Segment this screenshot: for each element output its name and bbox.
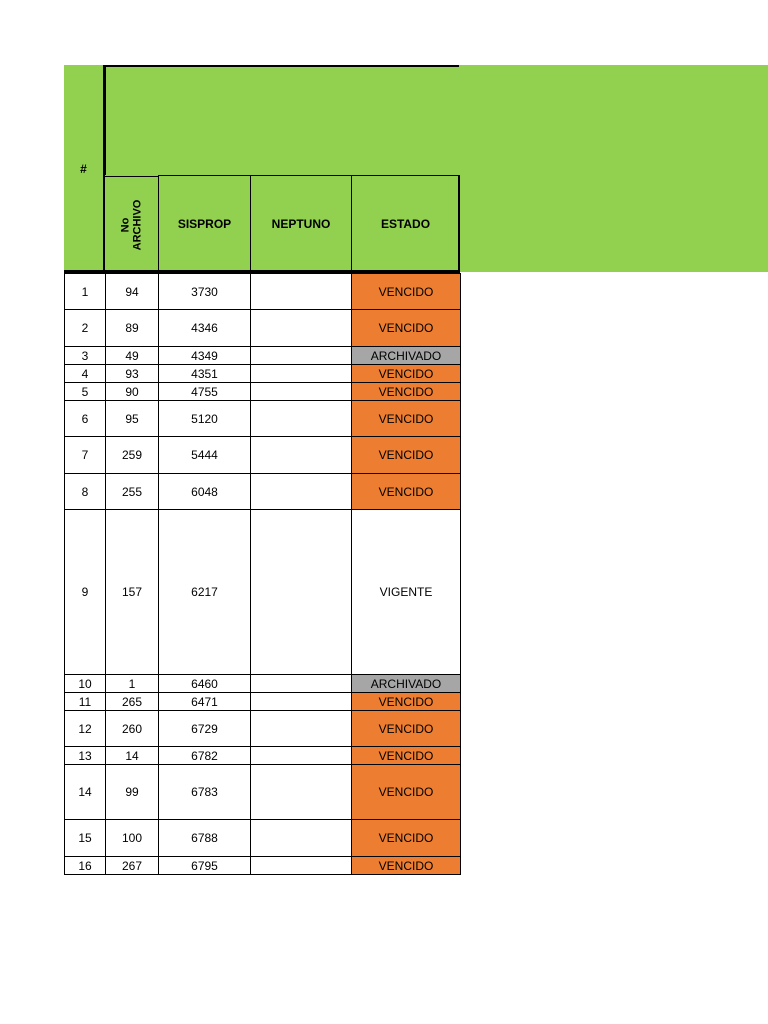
cell-sisprop: 6460 <box>159 675 251 693</box>
cell-number: 13 <box>65 747 106 765</box>
cell-neptuno <box>251 675 352 693</box>
cell-neptuno <box>251 401 352 437</box>
cell-sisprop: 4346 <box>159 310 251 347</box>
table-row <box>65 310 461 347</box>
cell-estado: VENCIDO <box>352 765 461 820</box>
cell-estado: VENCIDO <box>352 437 461 474</box>
cell-estado: VENCIDO <box>352 474 461 510</box>
cell-no-archivo: 90 <box>106 383 159 401</box>
cell-sisprop: 4755 <box>159 383 251 401</box>
cell-estado: VENCIDO <box>352 711 461 747</box>
cell-neptuno <box>251 437 352 474</box>
cell-neptuno <box>251 383 352 401</box>
cell-number: 2 <box>65 310 106 347</box>
column-header-no-archivo <box>105 176 158 272</box>
cell-estado: VENCIDO <box>352 383 461 401</box>
records-table <box>64 273 461 875</box>
table-row <box>65 693 461 711</box>
cell-no-archivo: 1 <box>106 675 159 693</box>
cell-number: 3 <box>65 347 106 365</box>
cell-neptuno <box>251 747 352 765</box>
cell-neptuno <box>251 510 352 675</box>
cell-no-archivo: 259 <box>106 437 159 474</box>
table-row <box>65 820 461 857</box>
table-row <box>65 474 461 510</box>
cell-number: 8 <box>65 474 106 510</box>
cell-number: 4 <box>65 365 106 383</box>
cell-sisprop: 6795 <box>159 857 251 875</box>
cell-sisprop: 4351 <box>159 365 251 383</box>
cell-no-archivo: 49 <box>106 347 159 365</box>
cell-estado: VENCIDO <box>352 747 461 765</box>
cell-sisprop: 6217 <box>159 510 251 675</box>
cell-number: 9 <box>65 510 106 675</box>
table-row <box>65 675 461 693</box>
column-header-number <box>64 65 105 272</box>
no-archivo-line2: ARCHIVO <box>131 199 144 250</box>
column-header-sisprop <box>158 175 250 272</box>
cell-estado: ARCHIVADO <box>352 347 461 365</box>
cell-no-archivo: 99 <box>106 765 159 820</box>
cell-sisprop: 5444 <box>159 437 251 474</box>
records-table-body <box>65 274 461 875</box>
table-row <box>65 711 461 747</box>
cell-neptuno <box>251 474 352 510</box>
cell-neptuno <box>251 820 352 857</box>
cell-number: 14 <box>65 765 106 820</box>
cell-no-archivo: 94 <box>106 274 159 310</box>
column-header-estado-label: ESTADO <box>380 217 431 231</box>
cell-sisprop: 3730 <box>159 274 251 310</box>
cell-no-archivo: 157 <box>106 510 159 675</box>
cell-sisprop: 5120 <box>159 401 251 437</box>
header-merged-cell <box>104 65 459 175</box>
cell-number: 1 <box>65 274 106 310</box>
cell-neptuno <box>251 693 352 711</box>
column-header-neptuno-label: NEPTUNO <box>271 217 331 231</box>
column-header-sisprop-label: SISPROP <box>177 217 232 231</box>
cell-no-archivo: 89 <box>106 310 159 347</box>
cell-sisprop: 6783 <box>159 765 251 820</box>
cell-no-archivo: 95 <box>106 401 159 437</box>
cell-sisprop: 4349 <box>159 347 251 365</box>
cell-neptuno <box>251 365 352 383</box>
cell-estado: VENCIDO <box>352 857 461 875</box>
table-row <box>65 510 461 675</box>
cell-no-archivo: 14 <box>106 747 159 765</box>
cell-estado: VIGENTE <box>352 510 461 675</box>
cell-neptuno <box>251 857 352 875</box>
cell-number: 15 <box>65 820 106 857</box>
table-row <box>65 765 461 820</box>
table-row <box>65 437 461 474</box>
cell-neptuno <box>251 347 352 365</box>
cell-estado: VENCIDO <box>352 310 461 347</box>
cell-neptuno <box>251 274 352 310</box>
cell-no-archivo: 267 <box>106 857 159 875</box>
column-header-number-label: # <box>80 161 87 176</box>
cell-sisprop: 6729 <box>159 711 251 747</box>
cell-sisprop: 6788 <box>159 820 251 857</box>
cell-neptuno <box>251 711 352 747</box>
table-row <box>65 365 461 383</box>
column-header-neptuno <box>250 175 351 272</box>
cell-no-archivo: 265 <box>106 693 159 711</box>
column-header-no-archivo-label <box>119 199 143 250</box>
table-row <box>65 383 461 401</box>
cell-number: 5 <box>65 383 106 401</box>
cell-sisprop: 6471 <box>159 693 251 711</box>
cell-neptuno <box>251 765 352 820</box>
table-row <box>65 274 461 310</box>
table-row <box>65 347 461 365</box>
cell-estado: VENCIDO <box>352 820 461 857</box>
cell-estado: VENCIDO <box>352 365 461 383</box>
cell-number: 7 <box>65 437 106 474</box>
cell-sisprop: 6782 <box>159 747 251 765</box>
cell-number: 10 <box>65 675 106 693</box>
cell-number: 6 <box>65 401 106 437</box>
cell-number: 16 <box>65 857 106 875</box>
cell-number: 12 <box>65 711 106 747</box>
cell-no-archivo: 93 <box>106 365 159 383</box>
table-row <box>65 857 461 875</box>
cell-no-archivo: 255 <box>106 474 159 510</box>
cell-estado: VENCIDO <box>352 693 461 711</box>
cell-estado: ARCHIVADO <box>352 675 461 693</box>
table-row <box>65 747 461 765</box>
header-right-border <box>458 175 460 272</box>
cell-estado: VENCIDO <box>352 274 461 310</box>
table-row <box>65 401 461 437</box>
cell-no-archivo: 260 <box>106 711 159 747</box>
cell-no-archivo: 100 <box>106 820 159 857</box>
cell-estado: VENCIDO <box>352 401 461 437</box>
cell-number: 11 <box>65 693 106 711</box>
cell-sisprop: 6048 <box>159 474 251 510</box>
no-archivo-line1: No <box>119 217 132 232</box>
column-header-estado <box>351 175 459 272</box>
cell-neptuno <box>251 310 352 347</box>
